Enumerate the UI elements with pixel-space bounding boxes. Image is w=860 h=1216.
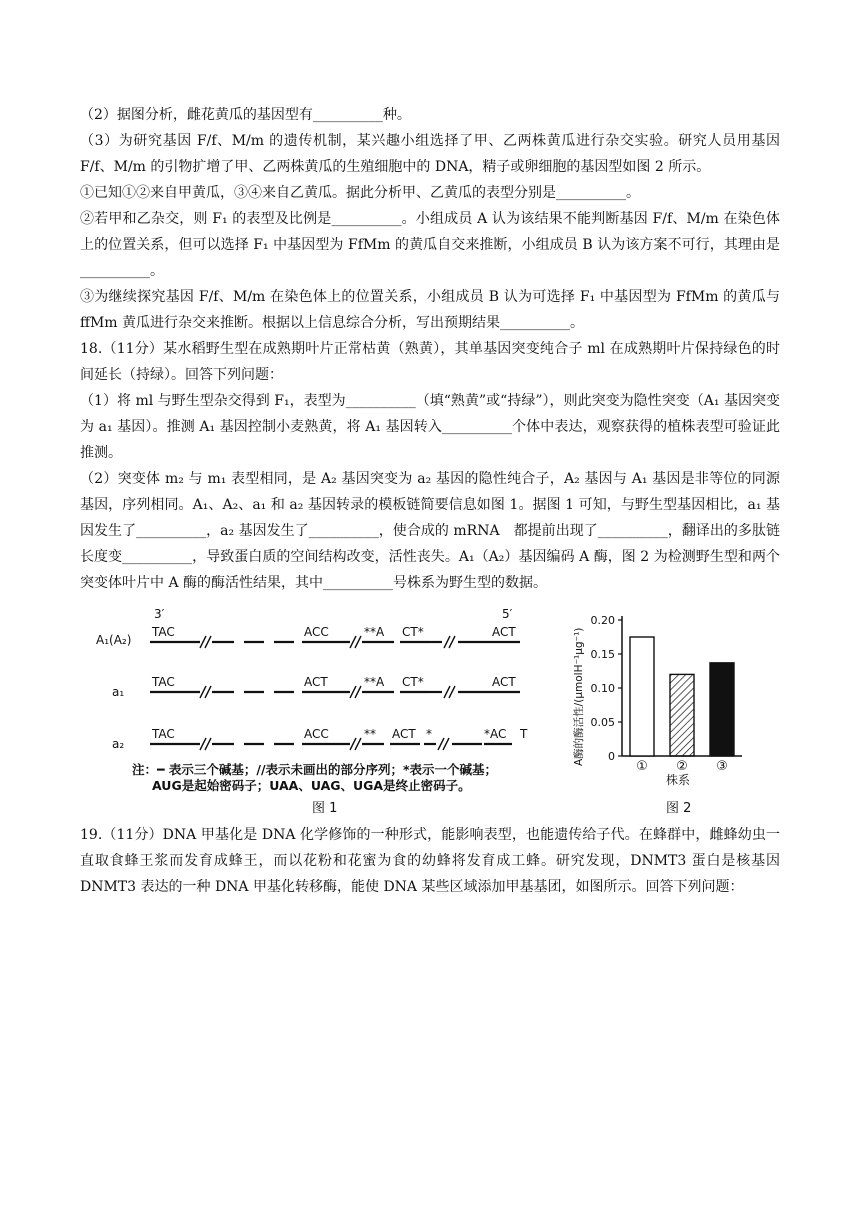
y-tick-label: 0.10: [590, 682, 615, 695]
codon: TAC: [152, 727, 175, 741]
bar-3: [710, 663, 734, 756]
codon: TAC: [152, 675, 175, 689]
figure-2-caption: 图 2: [666, 801, 692, 816]
figure-row: [80, 606, 780, 816]
question-paragraph: （2）据图分析，雌花黄瓜的基因型有__________种。: [80, 107, 411, 123]
figure-2-bar-chart: [570, 606, 770, 816]
x-axis-label: 株系: [666, 773, 691, 787]
codon: *: [426, 727, 432, 741]
codon: **A: [364, 625, 385, 639]
question-paragraph: ③为继续探究基因 F/f、M/m 在染色体上的位置关系，小组成员 B 认为可选择 F₁ 中基因型为 FfMm 的黄瓜与 ffMm 黄瓜进行杂交来推断。根据以上信息综合分析，写出预期结果__________。: [80, 289, 780, 331]
figure-1-caption: 图 1: [312, 801, 338, 816]
y-tick-label: 0.15: [590, 648, 615, 661]
codon: ACT: [304, 675, 328, 689]
end-3-label: 3′: [154, 607, 165, 621]
codon: ACT: [392, 727, 416, 741]
figure-1-gene-template: [92, 606, 552, 816]
codon: CT*: [402, 675, 424, 689]
x-tick-label: ①: [636, 759, 648, 774]
x-tick-label: ③: [716, 759, 728, 774]
codon: CT*: [402, 625, 424, 639]
figure-1-note: AUG是起始密码子；UAA、UAG、UGA是终止密码子。: [152, 778, 471, 793]
codon: ACT: [492, 625, 516, 639]
codon: ACC: [304, 625, 329, 639]
question-paragraph: （3）为研究基因 F/f、M/m 的遗传机制，某兴趣小组选择了甲、乙两株黄瓜进行杂交实验。研究人员用基因 F/f、M/m 的引物扩增了甲、乙两株黄瓜的生殖细胞中的 DNA，精子或卵细胞的基因型如图 2 所示。: [80, 133, 780, 175]
row-label: a₂: [112, 737, 125, 751]
y-tick-label: 0.20: [590, 614, 615, 627]
question-paragraph: （1）将 ml 与野生型杂交得到 F₁，表型为__________（填“熟黄”或“持绿”），则此突变为隐性突变（A₁ 基因突变为 a₁ 基因）。推测 A₁ 基因控制小麦熟黄，将 A₁ 基因转入__________个体中表达，观察获得的植株表型可验证此推测。: [80, 393, 780, 461]
bar-2: [670, 674, 694, 756]
question-text-block: [80, 102, 780, 596]
codon: ACC: [304, 727, 329, 741]
codon: TAC: [152, 625, 175, 639]
row-label: a₁: [112, 685, 125, 699]
codon: **A: [364, 675, 385, 689]
y-axis-label: A酶的酶活性/(μmolH⁻¹μg⁻¹): [573, 627, 585, 766]
codon: T: [520, 727, 528, 741]
end-5-label: 5′: [502, 607, 513, 621]
bar-1: [630, 637, 654, 756]
question-paragraph: 18.（11分）某水稻野生型在成熟期叶片正常枯黄（熟黄），其单基因突变纯合子 ml 在成熟期叶片保持绿色的时间延长（持绿）。回答下列问题：: [80, 341, 780, 383]
x-tick-label: ②: [676, 759, 688, 774]
question-paragraph: 19.（11分）DNA 甲基化是 DNA 化学修饰的一种形式，能影响表型，也能遗传给子代。在蜂群中，雌蜂幼虫一直取食蜂王浆而发育成蜂王，而以花粉和花蜜为食的幼蜂将发育成工蜂。研究发现，DNMT3 蛋白是核基因 DNMT3 表达的一种 DNA 甲基化转移酶，能使 DNA 某些区域添加甲基基团，如图所示。回答下列问题：: [80, 827, 780, 895]
y-tick-label: 0: [608, 750, 615, 763]
exam-page: [80, 102, 780, 900]
question-text-block-2: [80, 822, 780, 900]
codon: *AC: [484, 727, 507, 741]
y-tick-label: 0.05: [590, 716, 615, 729]
codon: **: [364, 727, 376, 741]
question-paragraph: （2）突变体 m₂ 与 m₁ 表型相同，是 A₂ 基因突变为 a₂ 基因的隐性纯合子，A₂ 基因与 A₁ 基因是非等位的同源基因，序列相同。A₁、A₂、a₁ 和 a₂ 基因转录的模板链简要信息如图 1。据图 1 可知，与野生型基因相比，a₁ 基因发生了__________，a₂ 基因发生了__________，使合成的 mRNA 都提前出现了__________，翻译出的多肽链长度变__________，导致蛋白质的空间结构改变，活性丧失。A₁（A₂）基因编码 A 酶，图 2 为检测野生型和两个突变体叶片中 A 酶的酶活性结果，其中__________号株系为野生型的数据。: [80, 471, 780, 591]
question-paragraph: ①已知①②来自甲黄瓜，③④来自乙黄瓜。据此分析甲、乙黄瓜的表型分别是__________。: [80, 185, 640, 201]
codon: ACT: [492, 675, 516, 689]
row-label: A₁(A₂): [96, 633, 132, 647]
question-paragraph: ②若甲和乙杂交，则 F₁ 的表型及比例是__________。小组成员 A 认为该结果不能判断基因 F/f、M/m 在染色体上的位置关系，但可以选择 F₁ 中基因型为 FfMm 的黄瓜自交来推断，小组成员 B 认为该方案不可行，其理由是__________。: [80, 211, 780, 279]
figure-1-note: 注：━ 表示三个碱基；//表示未画出的部分序列；*表示一个碱基；: [132, 762, 498, 777]
